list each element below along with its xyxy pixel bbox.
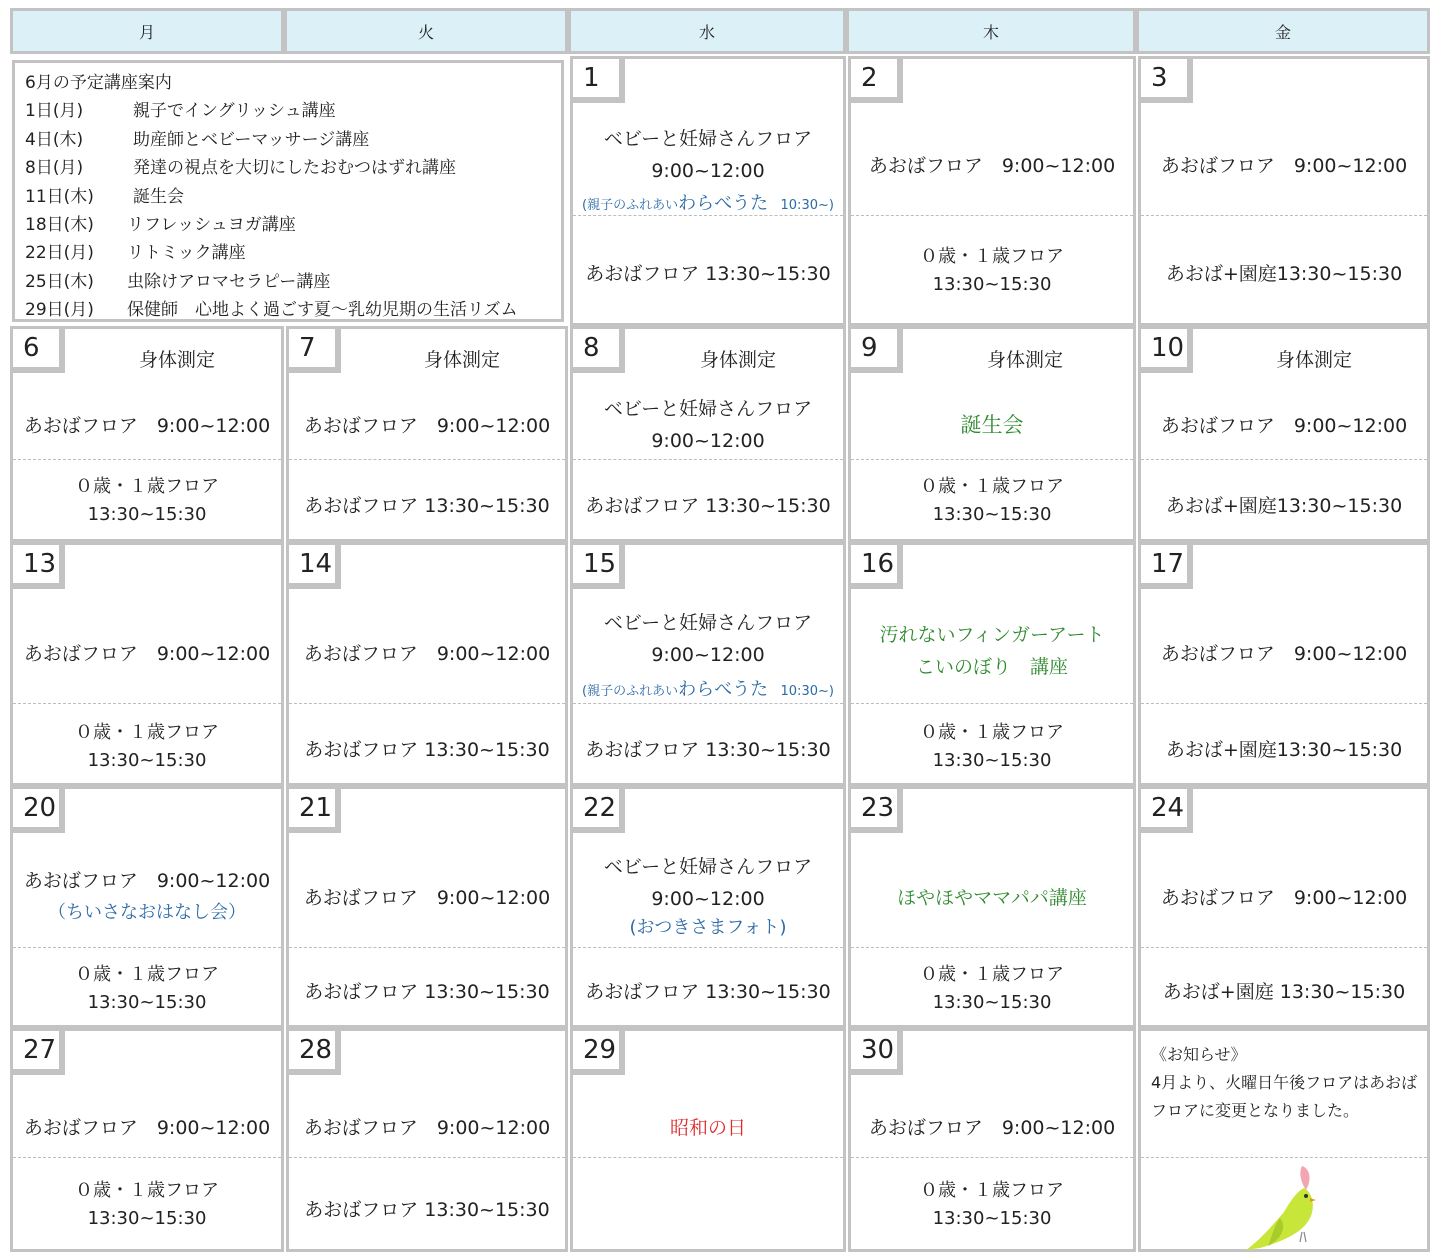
- afternoon-event: ０歳・１歳フロア 13:30~15:30: [75, 964, 219, 1013]
- day-number: 24: [1141, 789, 1193, 833]
- morning-event: あおばフロア 9:00~12:00: [23, 643, 271, 665]
- day-cell-22[interactable]: [570, 786, 846, 1028]
- afternoon-event: あおばフロア 13:30~15:30: [304, 981, 550, 1003]
- info-item: 11日(木) 誕生会: [25, 186, 184, 207]
- day-cell-28[interactable]: [286, 1028, 568, 1252]
- day-number: 29: [573, 1031, 625, 1075]
- notice-title: 《お知らせ》: [1151, 1045, 1247, 1064]
- day-cell-3[interactable]: [1138, 56, 1430, 326]
- morning-event: あおばフロア 9:00~12:00: [303, 643, 551, 665]
- day-cell-13[interactable]: [10, 542, 284, 786]
- morning-event: ベビーと妊婦さんフロア 9:00~12:00: [603, 612, 813, 666]
- measurement-label: 身体測定: [1275, 349, 1352, 371]
- info-title: 6月の予定講座案内: [25, 73, 172, 93]
- morning-event: あおばフロア 9:00~12:00: [303, 1117, 551, 1139]
- hoyahoya-event: ほやほやママパパ講座: [897, 887, 1087, 909]
- afternoon-event: ０歳・１歳フロア 13:30~15:30: [920, 1180, 1064, 1229]
- afternoon-event: ０歳・１歳フロア 13:30~15:30: [75, 1180, 219, 1229]
- afternoon-event: ０歳・１歳フロア 13:30~15:30: [75, 476, 219, 525]
- afternoon-event: あおばフロア 13:30~15:30: [304, 739, 550, 761]
- morning-event: あおばフロア 9:00~12:00 （ちいさなおはなし会）: [23, 870, 271, 923]
- day-number: 30: [851, 1031, 903, 1075]
- info-item: 18日(木) リフレッシュヨガ講座: [25, 215, 296, 236]
- day-cell-30[interactable]: [848, 1028, 1136, 1252]
- day-number: 6: [13, 329, 65, 373]
- morning-event: あおばフロア 9:00~12:00: [23, 1117, 271, 1139]
- day-number: 17: [1141, 545, 1193, 589]
- info-item: 22日(月) リトミック講座: [25, 243, 246, 264]
- day-cell-1[interactable]: [570, 56, 846, 326]
- afternoon-event: あおばフロア 13:30~15:30: [585, 263, 831, 285]
- afternoon-event: あおばフロア 13:30~15:30: [585, 981, 831, 1003]
- day-cell-20[interactable]: [10, 786, 284, 1028]
- morning-event: あおばフロア 9:00~12:00: [868, 155, 1116, 177]
- morning-event: ベビーと妊婦さんフロア 9:00~12:00: [603, 398, 813, 452]
- measurement-label: 身体測定: [423, 349, 500, 371]
- morning-event: あおばフロア 9:00~12:00: [1160, 415, 1408, 437]
- day-cell-21[interactable]: [286, 786, 568, 1028]
- day-cell-10[interactable]: [1138, 326, 1430, 542]
- day-cell-29[interactable]: [570, 1028, 846, 1252]
- afternoon-event: あおばフロア 13:30~15:30: [585, 739, 831, 761]
- day-number: 21: [289, 789, 341, 833]
- day-cell-15[interactable]: [570, 542, 846, 786]
- afternoon-event: あおば+園庭 13:30~15:30: [1162, 981, 1406, 1003]
- day-cell-7[interactable]: [286, 326, 568, 542]
- weekday-header-fri: 金: [1136, 8, 1430, 54]
- info-item: 1日(月) 親子でイングリッシュ講座: [25, 101, 336, 122]
- afternoon-event: ０歳・１歳フロア 13:30~15:30: [75, 722, 219, 771]
- day-cell-23[interactable]: [848, 786, 1136, 1028]
- day-number: 28: [289, 1031, 341, 1075]
- afternoon-event: あおば+園庭13:30~15:30: [1165, 739, 1403, 761]
- morning-event: あおばフロア 9:00~12:00: [303, 887, 551, 909]
- afternoon-event: あおば+園庭13:30~15:30: [1165, 495, 1403, 517]
- warabeuta-note: (親子のふれあいわらべうた 10:30~): [582, 679, 834, 700]
- afternoon-event: あおばフロア 13:30~15:30: [304, 495, 550, 517]
- warabeuta-note: (親子のふれあいわらべうた 10:30~): [582, 193, 834, 214]
- birthday-event: 誕生会: [960, 413, 1024, 437]
- info-item: 25日(木) 虫除けアロマセラピー講座: [25, 271, 331, 292]
- afternoon-event: あおばフロア 13:30~15:30: [304, 1199, 550, 1221]
- weekday-header-tue: 火: [284, 8, 568, 54]
- morning-event: ベビーと妊婦さんフロア 9:00~12:00 (おつきさまフォト): [603, 856, 813, 938]
- measurement-label: 身体測定: [138, 349, 215, 371]
- day-cell-6[interactable]: [10, 326, 284, 542]
- day-cell-27[interactable]: [10, 1028, 284, 1252]
- day-number: 16: [851, 545, 903, 589]
- morning-event: あおばフロア 9:00~12:00: [1160, 887, 1408, 909]
- morning-event: あおばフロア 9:00~12:00: [23, 415, 271, 437]
- day-cell-16[interactable]: [848, 542, 1136, 786]
- afternoon-event: ０歳・１歳フロア 13:30~15:30: [920, 246, 1064, 295]
- day-number: 23: [851, 789, 903, 833]
- day-number: 27: [13, 1031, 65, 1075]
- info-item: 4日(木) 助産師とベビーマッサージ講座: [25, 129, 370, 150]
- day-cell-14[interactable]: [286, 542, 568, 786]
- day-number: 1: [573, 59, 625, 103]
- morning-event: あおばフロア 9:00~12:00: [1160, 643, 1408, 665]
- day-number: 2: [851, 59, 903, 103]
- afternoon-event: あおばフロア 13:30~15:30: [585, 495, 831, 517]
- day-number: 3: [1141, 59, 1193, 103]
- day-cell-2[interactable]: [848, 56, 1136, 326]
- notice: [1151, 1041, 1421, 1125]
- afternoon-event: ０歳・１歳フロア 13:30~15:30: [920, 964, 1064, 1013]
- measurement-label: 身体測定: [699, 349, 776, 371]
- notice-body: 4月より、火曜日午後フロアはあおばフロアに変更となりました。: [1151, 1073, 1418, 1120]
- weekday-header-thu: 木: [846, 8, 1136, 54]
- day-cell-17[interactable]: [1138, 542, 1430, 786]
- afternoon-event: あおば+園庭13:30~15:30: [1165, 263, 1403, 285]
- morning-event: あおばフロア 9:00~12:00: [868, 1117, 1116, 1139]
- day-number: 9: [851, 329, 903, 373]
- weekday-header-mon: 月: [10, 8, 284, 54]
- day-number: 7: [289, 329, 341, 373]
- day-number: 20: [13, 789, 65, 833]
- day-number: 14: [289, 545, 341, 589]
- day-cell-24[interactable]: [1138, 786, 1430, 1028]
- morning-event: あおばフロア 9:00~12:00: [1160, 155, 1408, 177]
- afternoon-event: ０歳・１歳フロア 13:30~15:30: [920, 722, 1064, 771]
- morning-event: ベビーと妊婦さんフロア 9:00~12:00: [603, 128, 813, 182]
- day-number: 8: [573, 329, 625, 373]
- bird-illustration: [1240, 1162, 1330, 1250]
- morning-event: あおばフロア 9:00~12:00: [303, 415, 551, 437]
- day-number: 13: [13, 545, 65, 589]
- info-item: 29日(月) 保健師 心地よく過ごす夏～乳幼児期の生活リズム: [25, 300, 518, 321]
- course-schedule-info: [12, 60, 564, 322]
- holiday-label: 昭和の日: [669, 1117, 746, 1139]
- day-cell-8[interactable]: [570, 326, 846, 542]
- weekday-header-wed: 水: [568, 8, 846, 54]
- afternoon-event: ０歳・１歳フロア 13:30~15:30: [920, 476, 1064, 525]
- day-number: 22: [573, 789, 625, 833]
- measurement-label: 身体測定: [986, 349, 1063, 371]
- day-number: 15: [573, 545, 625, 589]
- finger-art-event: 汚れないフィンガーアート こいのぼり 講座: [879, 624, 1105, 678]
- day-number: 10: [1141, 329, 1193, 373]
- day-cell-9[interactable]: [848, 326, 1136, 542]
- info-item: 8日(月) 発達の視点を大切にしたおむつはずれ講座: [25, 158, 456, 179]
